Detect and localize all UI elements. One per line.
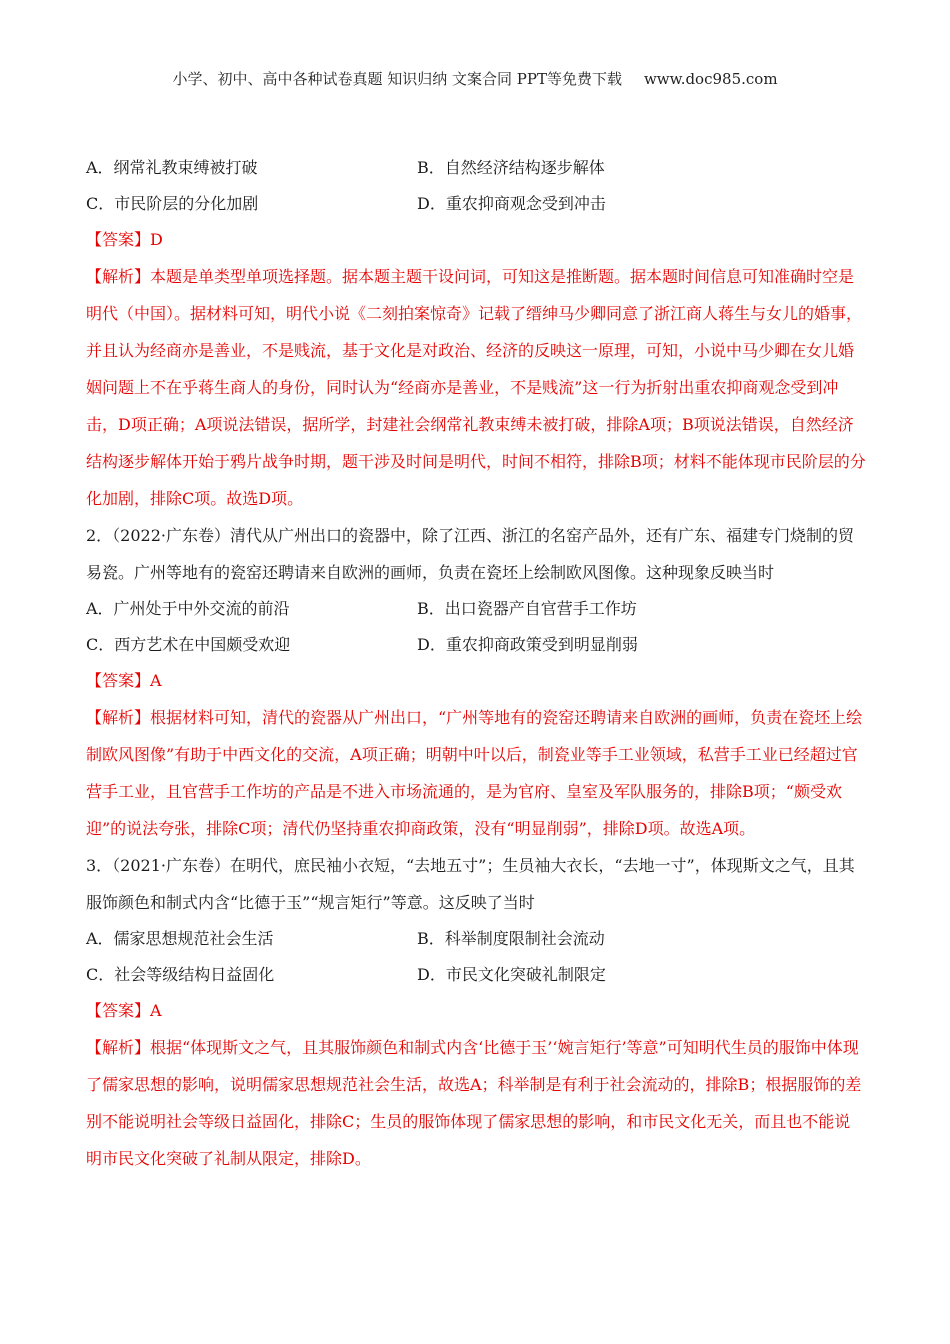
q1-option-c: C．市民阶层的分化加剧 [86,194,259,213]
q1-option-b: B．自然经济结构逐步解体 [417,158,605,177]
q3-stem: 3．（2021·广东卷）在明代，庶民袖小衣短，“去地五寸”；生员袖大衣长，“去地一寸”，体现斯文之气，且其服饰颜色和制式内含“比德于玉”“规言矩行”等意。这反映了当时 [86,856,855,912]
header-site-link[interactable]: www.doc985.com [643,70,778,88]
q2-answer: 【答案】A [86,671,162,690]
q1-answer: 【答案】D [86,230,163,249]
q2-option-d: D．重农抑商政策受到明显削弱 [417,635,638,654]
header-text: 小学、初中、高中各种试卷真题 知识归纳 文案合同 PPT等免费下载 [172,70,622,88]
q3-option-d: D．市民文化突破礼制限定 [417,965,606,984]
question-2 [86,517,866,847]
q3-option-c: C．社会等级结构日益固化 [86,965,275,984]
page-header [0,68,950,89]
q1-option-a: A．纲常礼教束缚被打破 [86,158,258,177]
q2-option-a: A．广州处于中外交流的前沿 [86,599,290,618]
q3-option-b: B．科举制度限制社会流动 [417,929,605,948]
q1-options [86,150,866,222]
q2-stem: 2．（2022·广东卷）清代从广州出口的瓷器中，除了江西、浙江的名窑产品外，还有广东、福建专门烧制的贸易瓷。广州等地有的瓷窑还聘请来自欧洲的画师，负责在瓷坯上绘制欧风图像。这种现象反映当时 [86,526,854,582]
q3-analysis: 【解析】根据“体现斯文之气，且其服饰颜色和制式内含‘比德于玉’‘婉言矩行’等意”可知明代生员的服饰中体现了儒家思想的影响，说明儒家思想规范社会生活，故选A；科举制是有利于社会流动的，排除B；根据服饰的差别不能说明社会等级日益固化，排除C；生员的服饰体现了儒家思想的影响，和市民文化无关，而且也不能说明市民文化突破了礼制从限定，排除D。 [86,1038,862,1168]
q3-answer: 【答案】A [86,1001,162,1020]
q1-analysis: 【解析】本题是单类型单项选择题。据本题主题干设问词，可知这是推断题。据本题时间信息可知准确时空是明代（中国）。据材料可知，明代小说《二刻拍案惊奇》记载了缙绅马少卿同意了浙江商人蒋生与女儿的婚事，并且认为经商亦是善业，不是贱流，基于文化是对政治、经济的反映这一原理，可知，小说中马少卿在女儿婚姻问题上不在乎蒋生商人的身份，同时认为“经商亦是善业，不是贱流”这一行为折射出重农抑商观念受到冲击，D项正确；A项说法错误，据所学，封建社会纲常礼教束缚未被打破，排除A项；B项说法错误，自然经济结构逐步解体开始于鸦片战争时期，题干涉及时间是明代，时间不相符，排除B项；材料不能体现市民阶层的分化加剧，排除C项。故选D项。 [86,267,866,508]
q2-options [86,591,866,663]
document-body [86,150,866,1177]
q2-option-c: C．西方艺术在中国颇受欢迎 [86,635,291,654]
q3-option-a: A．儒家思想规范社会生活 [86,929,274,948]
q1-option-d: D．重农抑商观念受到冲击 [417,194,606,213]
q2-analysis: 【解析】根据材料可知，清代的瓷器从广州出口，“广州等地有的瓷窑还聘请来自欧洲的画师，负责在瓷坯上绘制欧风图像”有助于中西文化的交流，A项正确；明朝中叶以后，制瓷业等手工业领域，私营手工业已经超过官营手工业，且官营手工作坊的产品是不进入市场流通的，是为官府、皇室及军队服务的，排除B项；“颇受欢迎”的说法夸张，排除C项；清代仍坚持重农抑商政策，没有“明显削弱”，排除D项。故选A项。 [86,708,863,838]
question-3 [86,847,866,1177]
q2-option-b: B．出口瓷器产自官营手工作坊 [417,599,637,618]
question-1 [86,150,866,517]
q3-options [86,921,866,993]
